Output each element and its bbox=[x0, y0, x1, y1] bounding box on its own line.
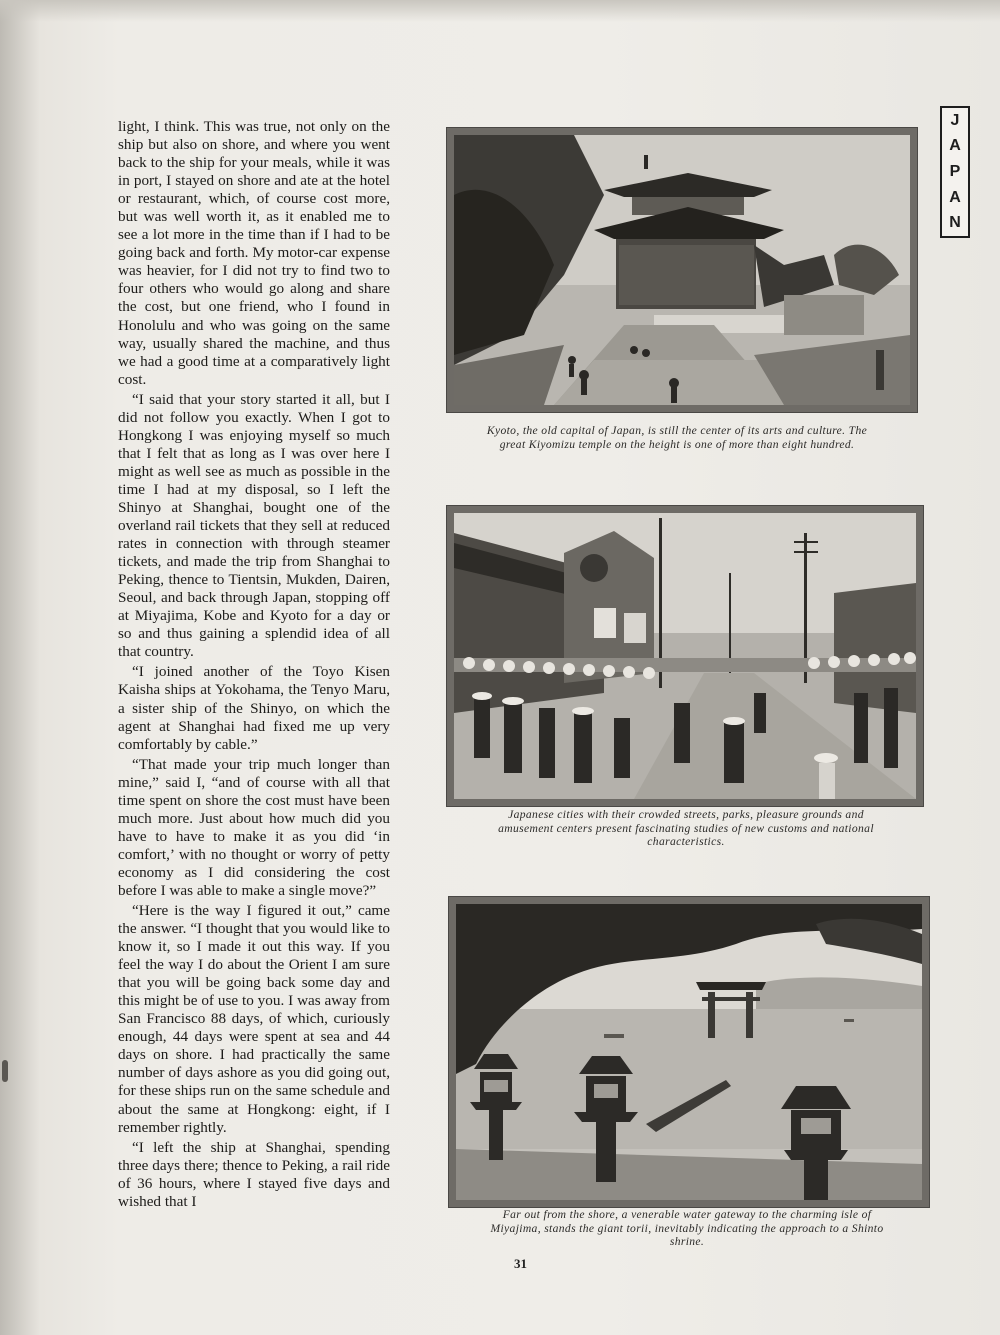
tab-letter: J bbox=[950, 111, 960, 129]
kyoto-temple-photo bbox=[446, 127, 918, 413]
miyajima-caption: Far out from the shore, a venerable water gateway to the charming isle of Miyajima, stands the giant torii, inevitably indicating the approach to a Shinto shrine. bbox=[490, 1208, 884, 1249]
miyajima-torii-image bbox=[456, 904, 922, 1200]
streets-caption: Japanese cities with their crowded streets, parks, pleasure grounds and amusement centers present fascinating studies of new customs and national characteristics. bbox=[498, 808, 874, 849]
miyajima-torii-photo bbox=[448, 896, 930, 1208]
tab-letter: A bbox=[949, 188, 961, 206]
kyoto-temple-image bbox=[454, 135, 910, 405]
margin-smudge bbox=[2, 1060, 8, 1082]
page-number: 31 bbox=[514, 1256, 527, 1271]
article-paragraph: light, I think. This was true, not only on the ship but also on shore, and where you went back to the ship for your meals, while it was in port, I stayed on shore and ate at the hotel or restaurant, which, of course cost more, but was well worth it, as it enabled me to see a lot more in the time than if I had to be going back and forth. My motor-car expense was heavier, for I did not try to find two to four others who would go along and share the cost, but one friend, who I found in Honolulu and who was going on the same way, usually shared the machine, and thus we had a good time at a comparatively light cost. bbox=[118, 118, 390, 388]
article-text-column bbox=[118, 118, 390, 1211]
kyoto-caption: Kyoto, the old capital of Japan, is still the center of its arts and culture. The great Kiyomizu temple on the height is one of more than eight hundred. bbox=[486, 424, 868, 451]
tab-letter: P bbox=[949, 162, 961, 180]
article-paragraph: “I left the ship at Shanghai, spending three days there; thence to Peking, a rail ride of 36 hours, where I stayed five days and wished that I bbox=[118, 1138, 390, 1210]
tab-letter: A bbox=[949, 137, 961, 155]
article-paragraph: “I said that your story started it all, but I did not follow you exactly. When I got to Hongkong I was enjoying myself so much that I felt that as long as I was over here I might as well see as much as possible in the time I had at my disposal, so I left the Shinyo at Shanghai, bought one of the overland rail tickets that they sell at reduced rates in connection with through steamer tickets, and made the trip from Shanghai to Peking, thence to Tientsin, Mukden, Dairen, Seoul, and back through Japan, stopping off at Miyajima, Kobe and Kyoto for a day or so and thus gaining a splendid idea of all that country. bbox=[118, 390, 390, 661]
article-paragraph: “Here is the way I figured it out,” came the answer. “I thought that you would like to know it, so I made it out this way. If you feel the way I do about the Orient I am sure that you will be going back some day and this might be of use to you. I was away from San Francisco 88 days, of which, curiously enough, 44 days were spent at sea and 44 days on shore. I had practically the same number of days ashore as you did going out, for these ships run on the same schedule and about the same at Hongkong: eight, if I remember rightly. bbox=[118, 902, 390, 1136]
tab-letter: N bbox=[949, 214, 961, 232]
japan-section-tab bbox=[940, 106, 970, 238]
street-crowd-photo bbox=[446, 505, 924, 807]
article-paragraph: “I joined another of the Toyo Kisen Kaisha ships at Yokohama, the Tenyo Maru, a sister ship of the Shinyo, on which the agent at Shanghai had fixed me up very comfortably by cable.” bbox=[118, 663, 390, 753]
street-crowd-image bbox=[454, 513, 916, 799]
article-paragraph: “That made your trip much longer than mine,” said I, “and of course with all that time spent on shore the cost must have been much more. Just about how much did you have to have to make it as you did ‘in comfort,’ with no thought or worry of petty economy as I did considering the cost before I was able to make a single move?” bbox=[118, 755, 390, 899]
